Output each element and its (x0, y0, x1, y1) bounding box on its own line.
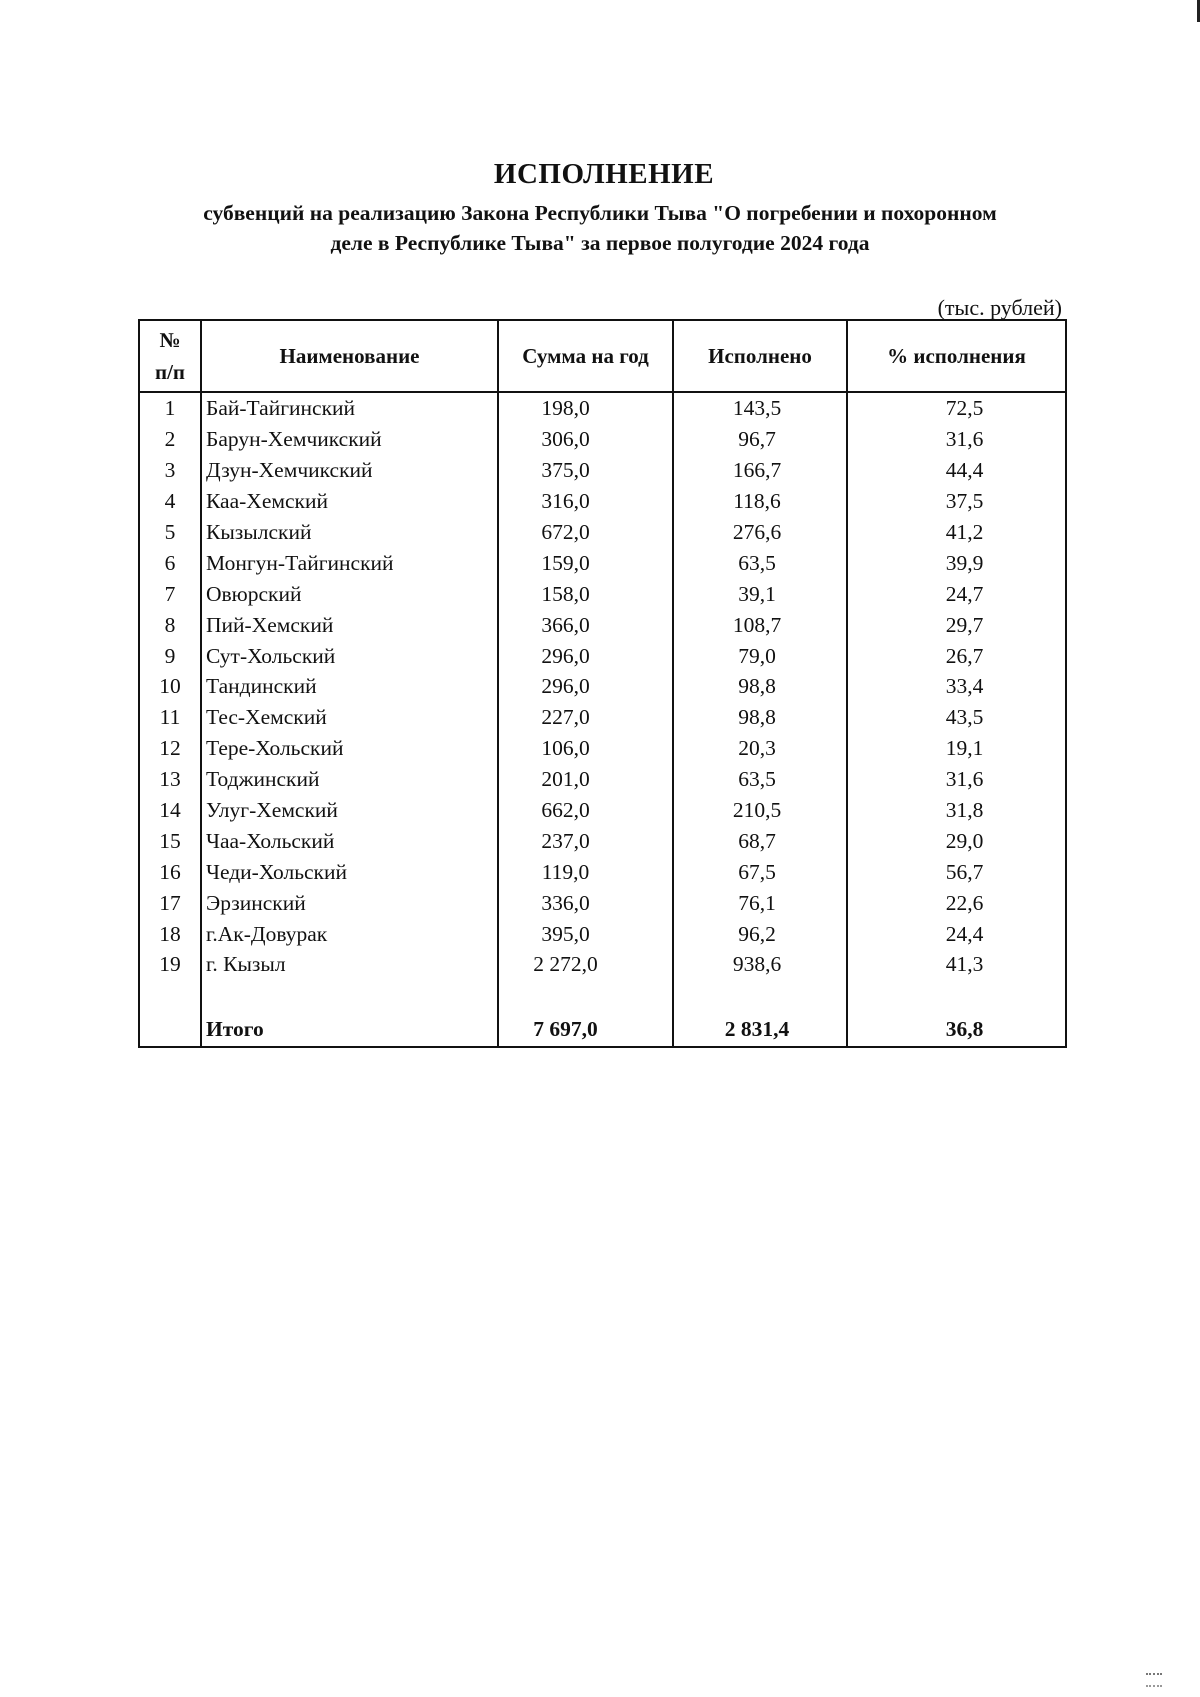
document-title: ИСПОЛНЕНИЕ (493, 158, 715, 190)
header-number-line-1: № (159, 328, 181, 352)
row-executed: 143,5 (673, 392, 847, 424)
row-number: 16 (139, 856, 201, 887)
table-row (139, 764, 1066, 795)
row-number: 14 (139, 795, 201, 826)
document-subtitle (140, 198, 1060, 258)
row-executed: 63,5 (673, 764, 847, 795)
row-percent: 29,7 (847, 609, 1066, 640)
row-executed: 166,7 (673, 455, 847, 486)
subtitle-line-2: деле в Республике Тыва" за первое полугодие 2024 года (330, 231, 870, 255)
row-number: 19 (139, 949, 201, 980)
row-annual-sum: 306,0 (498, 424, 673, 455)
row-name: Пий-Хемский (201, 609, 498, 640)
table-row (139, 918, 1066, 949)
row-annual-sum: 395,0 (498, 918, 673, 949)
header-name: Наименование (201, 320, 498, 392)
table-row (139, 856, 1066, 887)
table-body (139, 392, 1066, 1047)
header-number (139, 320, 201, 392)
row-annual-sum: 672,0 (498, 517, 673, 548)
row-percent: 56,7 (847, 856, 1066, 887)
table-row (139, 795, 1066, 826)
row-name: Чеди-Хольский (201, 856, 498, 887)
row-number: 4 (139, 486, 201, 517)
table-row (139, 609, 1066, 640)
row-number: 18 (139, 918, 201, 949)
row-number: 2 (139, 424, 201, 455)
row-number: 8 (139, 609, 201, 640)
row-annual-sum: 375,0 (498, 455, 673, 486)
row-executed: 96,7 (673, 424, 847, 455)
row-name: Монгун-Тайгинский (201, 547, 498, 578)
row-annual-sum: 237,0 (498, 825, 673, 856)
row-name: г. Кызыл (201, 949, 498, 980)
row-percent: 41,3 (847, 949, 1066, 980)
row-percent: 44,4 (847, 455, 1066, 486)
row-annual-sum: 336,0 (498, 887, 673, 918)
row-name: Барун-Хемчикский (201, 424, 498, 455)
row-name: Сут-Хольский (201, 640, 498, 671)
row-percent: 39,9 (847, 547, 1066, 578)
row-percent: 37,5 (847, 486, 1066, 517)
row-name: Тере-Хольский (201, 733, 498, 764)
table-header-row (139, 320, 1066, 392)
row-percent: 33,4 (847, 671, 1066, 702)
units-note: (тыс. рублей) (937, 295, 1062, 320)
table-row (139, 424, 1066, 455)
row-percent: 41,2 (847, 517, 1066, 548)
row-percent: 19,1 (847, 733, 1066, 764)
header-percent: % исполнения (847, 320, 1066, 392)
row-percent: 43,5 (847, 702, 1066, 733)
row-name: Кызылский (201, 517, 498, 548)
row-percent: 31,6 (847, 764, 1066, 795)
row-annual-sum: 119,0 (498, 856, 673, 887)
spacer-cell (498, 980, 673, 1012)
row-executed: 210,5 (673, 795, 847, 826)
header-annual-sum: Сумма на год (498, 320, 673, 392)
row-number: 15 (139, 825, 201, 856)
row-percent: 22,6 (847, 887, 1066, 918)
row-number: 5 (139, 517, 201, 548)
subtitle-line-1: субвенций на реализацию Закона Республики Тыва "О погребении и похоронном (203, 201, 997, 225)
row-percent: 31,6 (847, 424, 1066, 455)
row-annual-sum: 296,0 (498, 640, 673, 671)
row-executed: 76,1 (673, 887, 847, 918)
table-row (139, 486, 1066, 517)
total-percent: 36,8 (847, 1012, 1066, 1047)
row-executed: 67,5 (673, 856, 847, 887)
row-percent: 29,0 (847, 825, 1066, 856)
row-percent: 72,5 (847, 392, 1066, 424)
table-row (139, 455, 1066, 486)
total-label: Итого (201, 1012, 498, 1047)
table-row (139, 733, 1066, 764)
table-row (139, 887, 1066, 918)
table-row (139, 547, 1066, 578)
scan-speck-mark (1146, 1673, 1162, 1687)
row-number: 3 (139, 455, 201, 486)
header-number-line-2: п/п (154, 360, 186, 384)
row-annual-sum: 106,0 (498, 733, 673, 764)
spacer-cell (139, 980, 201, 1012)
row-executed: 39,1 (673, 578, 847, 609)
table-row (139, 671, 1066, 702)
execution-table (138, 319, 1067, 1048)
row-annual-sum: 296,0 (498, 671, 673, 702)
spacer-cell (847, 980, 1066, 1012)
row-executed: 108,7 (673, 609, 847, 640)
row-number: 6 (139, 547, 201, 578)
row-executed: 938,6 (673, 949, 847, 980)
total-number (139, 1012, 201, 1047)
row-number: 12 (139, 733, 201, 764)
table-row (139, 825, 1066, 856)
row-number: 17 (139, 887, 201, 918)
row-number: 7 (139, 578, 201, 609)
header-executed: Исполнено (673, 320, 847, 392)
row-name: Овюрский (201, 578, 498, 609)
total-executed: 2 831,4 (673, 1012, 847, 1047)
row-number: 13 (139, 764, 201, 795)
table-row (139, 578, 1066, 609)
row-name: Эрзинский (201, 887, 498, 918)
table-row (139, 640, 1066, 671)
row-annual-sum: 198,0 (498, 392, 673, 424)
row-executed: 79,0 (673, 640, 847, 671)
spacer-cell (201, 980, 498, 1012)
row-annual-sum: 201,0 (498, 764, 673, 795)
row-executed: 98,8 (673, 702, 847, 733)
row-annual-sum: 159,0 (498, 547, 673, 578)
row-name: Тандинский (201, 671, 498, 702)
row-name: Улуг-Хемский (201, 795, 498, 826)
row-annual-sum: 158,0 (498, 578, 673, 609)
row-annual-sum: 316,0 (498, 486, 673, 517)
row-name: Тоджинский (201, 764, 498, 795)
row-number: 9 (139, 640, 201, 671)
row-percent: 24,4 (847, 918, 1066, 949)
table-row (139, 517, 1066, 548)
spacer-row (139, 980, 1066, 1012)
row-name: Каа-Хемский (201, 486, 498, 517)
row-percent: 24,7 (847, 578, 1066, 609)
table-row (139, 702, 1066, 733)
row-annual-sum: 2 272,0 (498, 949, 673, 980)
row-name: Дзун-Хемчикский (201, 455, 498, 486)
row-percent: 26,7 (847, 640, 1066, 671)
row-annual-sum: 227,0 (498, 702, 673, 733)
table-row (139, 949, 1066, 980)
row-name: г.Ак-Довурак (201, 918, 498, 949)
row-annual-sum: 366,0 (498, 609, 673, 640)
row-executed: 118,6 (673, 486, 847, 517)
row-name: Чаа-Хольский (201, 825, 498, 856)
row-executed: 68,7 (673, 825, 847, 856)
row-name: Бай-Тайгинский (201, 392, 498, 424)
row-executed: 96,2 (673, 918, 847, 949)
row-executed: 20,3 (673, 733, 847, 764)
spacer-cell (673, 980, 847, 1012)
table-row (139, 392, 1066, 424)
row-name: Тес-Хемский (201, 702, 498, 733)
row-executed: 98,8 (673, 671, 847, 702)
row-number: 11 (139, 702, 201, 733)
row-executed: 63,5 (673, 547, 847, 578)
row-number: 10 (139, 671, 201, 702)
total-annual-sum: 7 697,0 (498, 1012, 673, 1047)
row-percent: 31,8 (847, 795, 1066, 826)
row-annual-sum: 662,0 (498, 795, 673, 826)
row-number: 1 (139, 392, 201, 424)
row-executed: 276,6 (673, 517, 847, 548)
total-row (139, 1012, 1066, 1047)
